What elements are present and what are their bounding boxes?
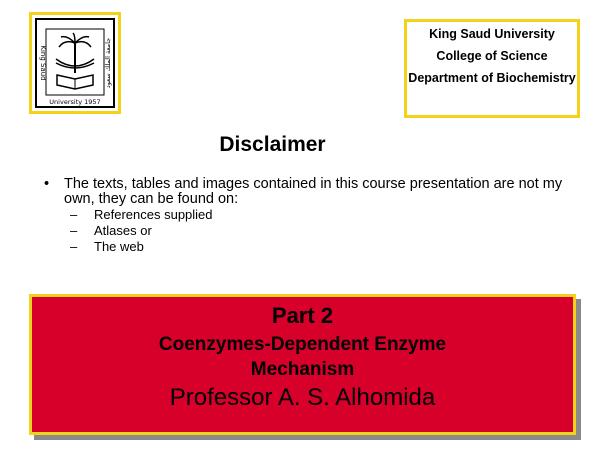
bullet-marker: •: [44, 176, 50, 192]
author-name: Professor A. S. Alhomida: [169, 384, 436, 411]
dash-marker: –: [70, 239, 78, 254]
department-name: Department of Biochemistry: [408, 71, 576, 85]
source-item: [44, 223, 564, 239]
source-label: Atlases or: [94, 223, 152, 238]
page-title: Disclaimer: [219, 133, 326, 156]
source-item: [44, 239, 564, 255]
institution-box: [404, 19, 580, 118]
university-logo: [29, 12, 121, 114]
part-subtitle-line1: Coenzymes-Dependent Enzyme: [158, 334, 447, 355]
source-label: The web: [94, 239, 144, 254]
source-label: References supplied: [94, 207, 213, 222]
part-subtitle-line2: Mechanism: [250, 359, 355, 380]
university-seal-icon: [32, 15, 118, 111]
disclaimer-list: [44, 177, 564, 255]
disclaimer-text: The texts, tables and images contained in this course presentation are not my own, they can be found on:: [64, 176, 563, 207]
dash-marker: –: [70, 207, 78, 222]
disclaimer-bullet: [44, 177, 564, 207]
source-item: [44, 207, 564, 223]
university-name: King Saud University: [429, 27, 555, 41]
college-name: College of Science: [436, 49, 548, 63]
seal-text-left: King Saud: [39, 45, 47, 81]
part-banner: [29, 294, 576, 435]
dash-marker: –: [70, 223, 78, 238]
part-label: Part 2: [271, 303, 334, 328]
seal-text-right: جامعة الملك سعود: [104, 37, 112, 89]
seal-text-bottom: University 1957: [49, 98, 101, 106]
